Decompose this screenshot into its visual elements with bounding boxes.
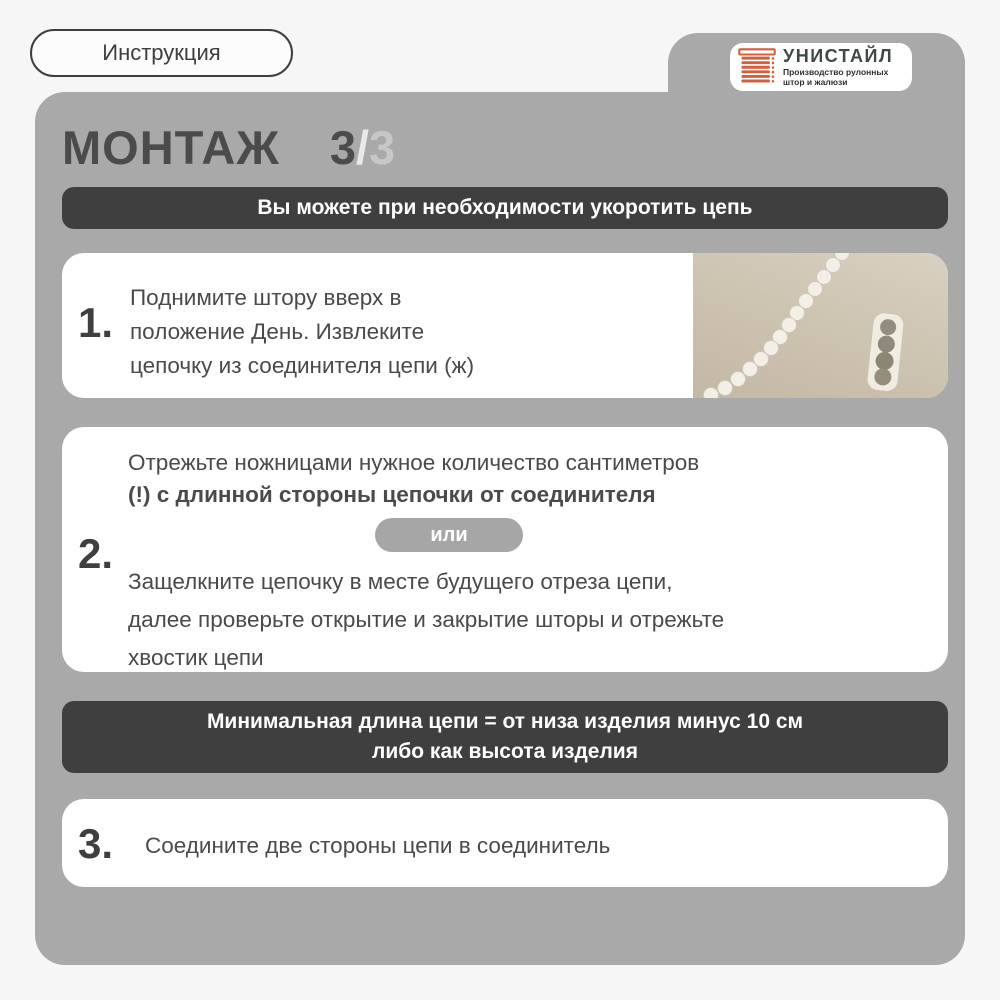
page-title-row [62,120,395,175]
instruction-badge [30,29,293,77]
step-3-text: Соедините две стороны цепи в соединитель [145,833,611,858]
banner-shorten-chain [62,187,948,229]
page-counter-current: 3 [329,121,356,174]
banner-min-length-line2: либо как высота изделия [372,740,638,763]
or-pill [375,518,523,552]
blinds-icon [738,47,776,87]
brand-tagline-line1: Производство рулонных [783,66,889,77]
step-2-bottom-line2: далее проверьте открытие и закрытие шторы и отрежьте [128,607,725,632]
step-1-text [130,281,474,383]
step-2-bottom-line1: Защелкните цепочку в месте будущего отреза цепи, [128,569,673,594]
banner-min-chain-length [62,701,948,773]
step-2-text-regular: Отрежьте ножницами нужное количество сантиметров [128,450,700,475]
step-1-text-line3: цепочку из соединителя цепи (ж) [130,353,475,378]
page-counter-separator: / [355,121,370,174]
page-counter [330,120,395,175]
chain-photo [693,253,948,398]
chain-connector [866,312,905,393]
page-title: МОНТАЖ [62,121,280,174]
step-2-bottom-line3: хвостик цепи [128,645,264,670]
step-1-number: 1. [78,299,114,346]
banner-shorten-chain-text: Вы можете при необходимости укоротить цепь [257,196,753,219]
page-counter-total: 3 [369,121,396,174]
brand-tagline-line2: штор и жалюзи [783,77,848,87]
step-1-text-line2: положение День. Извлеките [130,319,425,344]
step-2-text-bottom [128,563,724,677]
step-2-number: 2. [78,530,114,577]
step-3-number: 3. [78,820,114,867]
brand-text-block [783,47,893,87]
or-pill-label: или [430,523,468,546]
brand-name: УНИСТАЙЛ [783,45,894,66]
instruction-badge-label: Инструкция [102,40,221,65]
chain-photo-graphic [693,253,948,398]
banner-min-length-line1: Минимальная длина цепи = от низа изделия минус 10 см [206,710,804,733]
brand-logo [730,43,912,91]
step-1-text-line1: Поднимите штору вверх в [130,285,402,310]
step-2-text-bold: (!) с длинной стороны цепочки от соединителя [128,482,656,507]
